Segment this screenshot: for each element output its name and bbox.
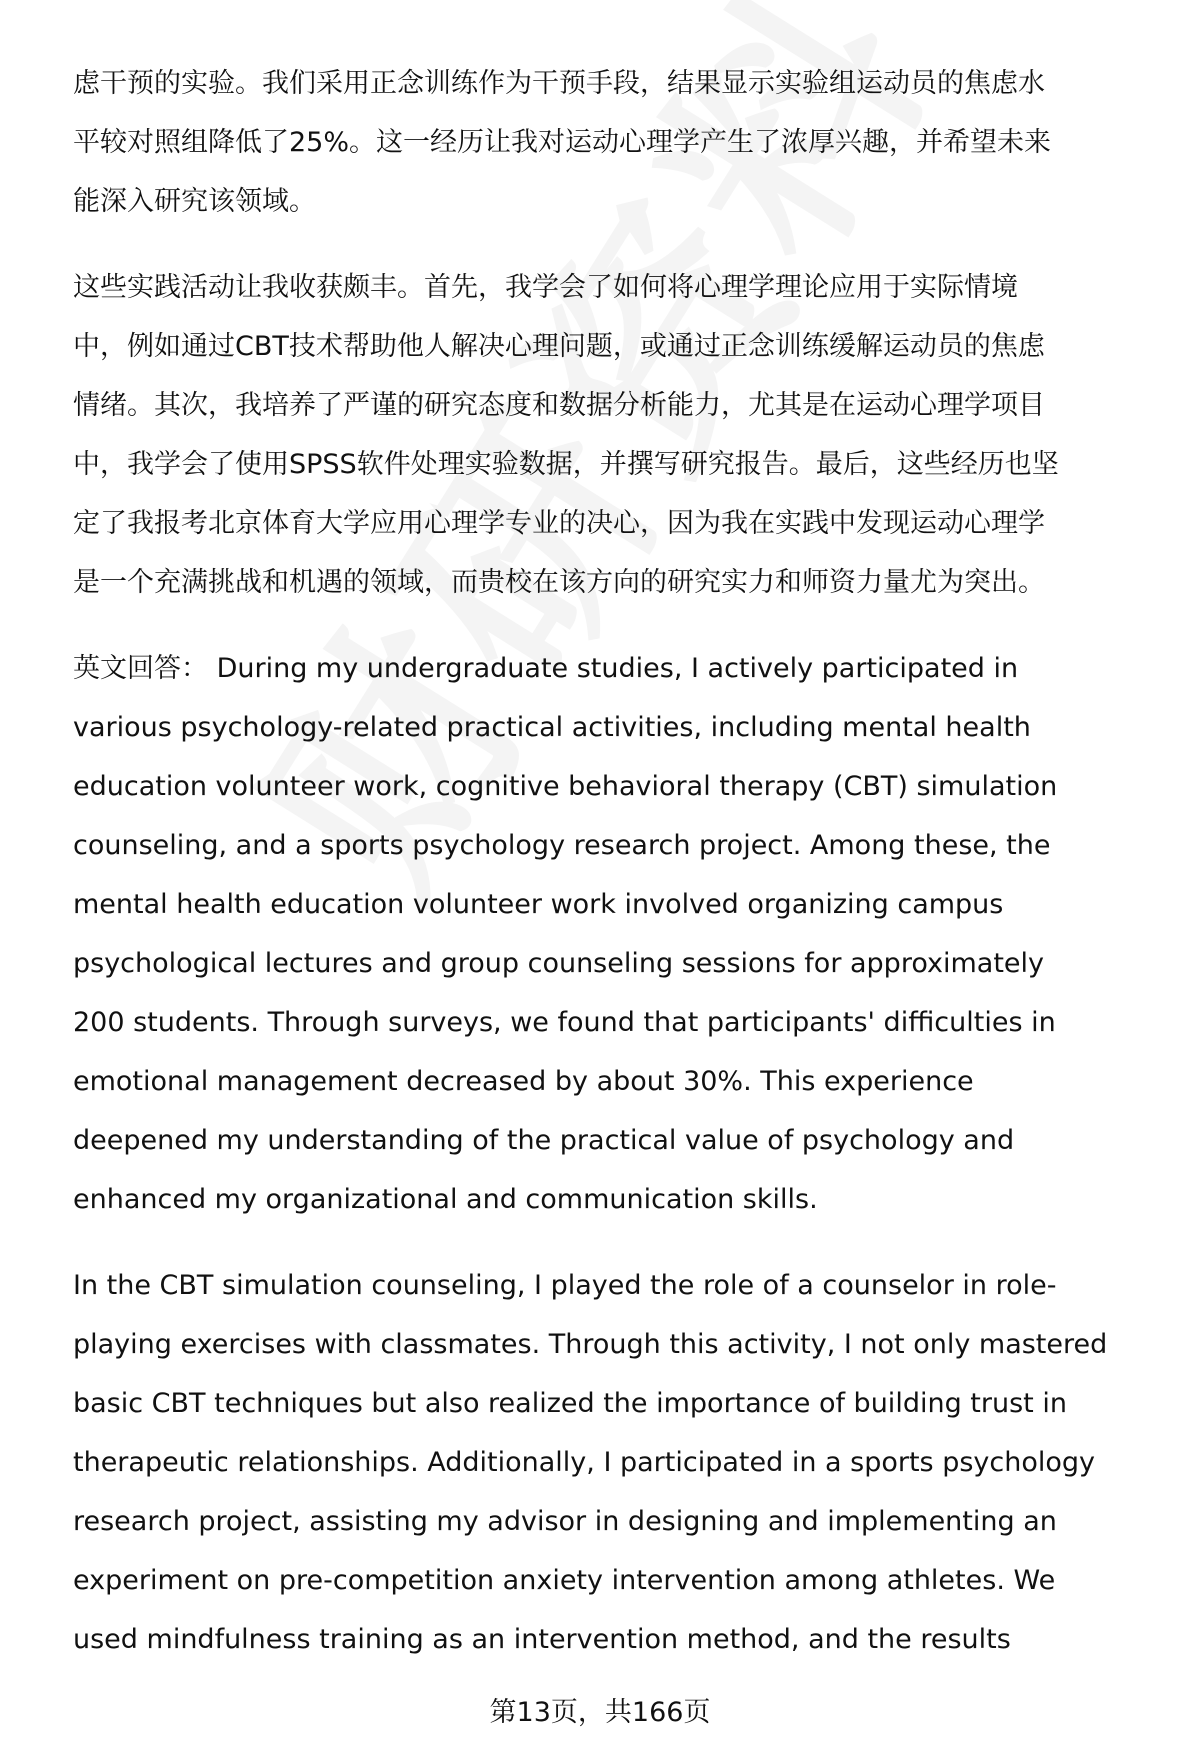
document-body: [73, 54, 1163, 1696]
text-line: various psychology-related practical activities, including mental health: [73, 712, 1031, 743]
text-line: playing exercises with classmates. Through this activity, I not only mastered: [73, 1329, 1108, 1360]
text-line: 中，例如通过CBT技术帮助他人解决心理问题，或通过正念训练缓解运动员的焦虑: [73, 331, 1045, 362]
text-line: research project, assisting my advisor in designing and implementing an: [73, 1506, 1057, 1537]
text-line: 200 students. Through surveys, we found that participants' difficulties in: [73, 1007, 1056, 1038]
text-line: education volunteer work, cognitive behavioral therapy (CBT) simulation: [73, 771, 1058, 802]
text-line: 能深入研究该领域。: [73, 186, 316, 217]
text-line: enhanced my organizational and communication skills.: [73, 1184, 818, 1215]
text-line: 情绪。其次，我培养了严谨的研究态度和数据分析能力，尤其是在运动心理学项目: [73, 390, 1045, 421]
page-number-footer: 第13页，共166页: [489, 1697, 711, 1728]
text-line: 定了我报考北京体育大学应用心理学专业的决心，因为我在实践中发现运动心理学: [73, 508, 1045, 539]
text-line: therapeutic relationships. Additionally, I participated in a sports psychology: [73, 1447, 1096, 1478]
text-line: used mindfulness training as an intervention method, and the results: [73, 1624, 1011, 1655]
paragraph-english-answer: [73, 639, 1163, 1229]
paragraph-chinese-continuation: [73, 54, 1163, 231]
text-line: 是一个充满挑战和机遇的领域，而贵校在该方向的研究实力和师资力量尤为突出。: [73, 567, 1045, 598]
text-line: psychological lectures and group counseling sessions for approximately: [73, 948, 1045, 979]
text-line: 英文回答： During my undergraduate studies, I actively participated in: [73, 653, 1019, 684]
text-line: 中，我学会了使用SPSS软件处理实验数据，并撰写研究报告。最后，这些经历也坚: [73, 449, 1059, 480]
text-line: basic CBT techniques but also realized the importance of building trust in: [73, 1388, 1067, 1419]
text-line: counseling, and a sports psychology research project. Among these, the: [73, 830, 1051, 861]
text-line: experiment on pre-competition anxiety intervention among athletes. We: [73, 1565, 1056, 1596]
text-line: emotional management decreased by about 30%. This experience: [73, 1066, 974, 1097]
text-line: 虑干预的实验。我们采用正念训练作为干预手段，结果显示实验组运动员的焦虑水: [73, 68, 1045, 99]
paragraph-english-cbt: [73, 1256, 1163, 1669]
text-line: 这些实践活动让我收获颇丰。首先，我学会了如何将心理学理论应用于实际情境: [73, 272, 1018, 303]
paragraph-chinese-summary: [73, 258, 1163, 612]
text-line: mental health education volunteer work involved organizing campus: [73, 889, 1004, 920]
text-line: 平较对照组降低了25%。这一经历让我对运动心理学产生了浓厚兴趣，并希望未来: [73, 127, 1052, 158]
text-line: In the CBT simulation counseling, I played the role of a counselor in role-: [73, 1270, 1057, 1301]
text-line: deepened my understanding of the practical value of psychology and: [73, 1125, 1015, 1156]
